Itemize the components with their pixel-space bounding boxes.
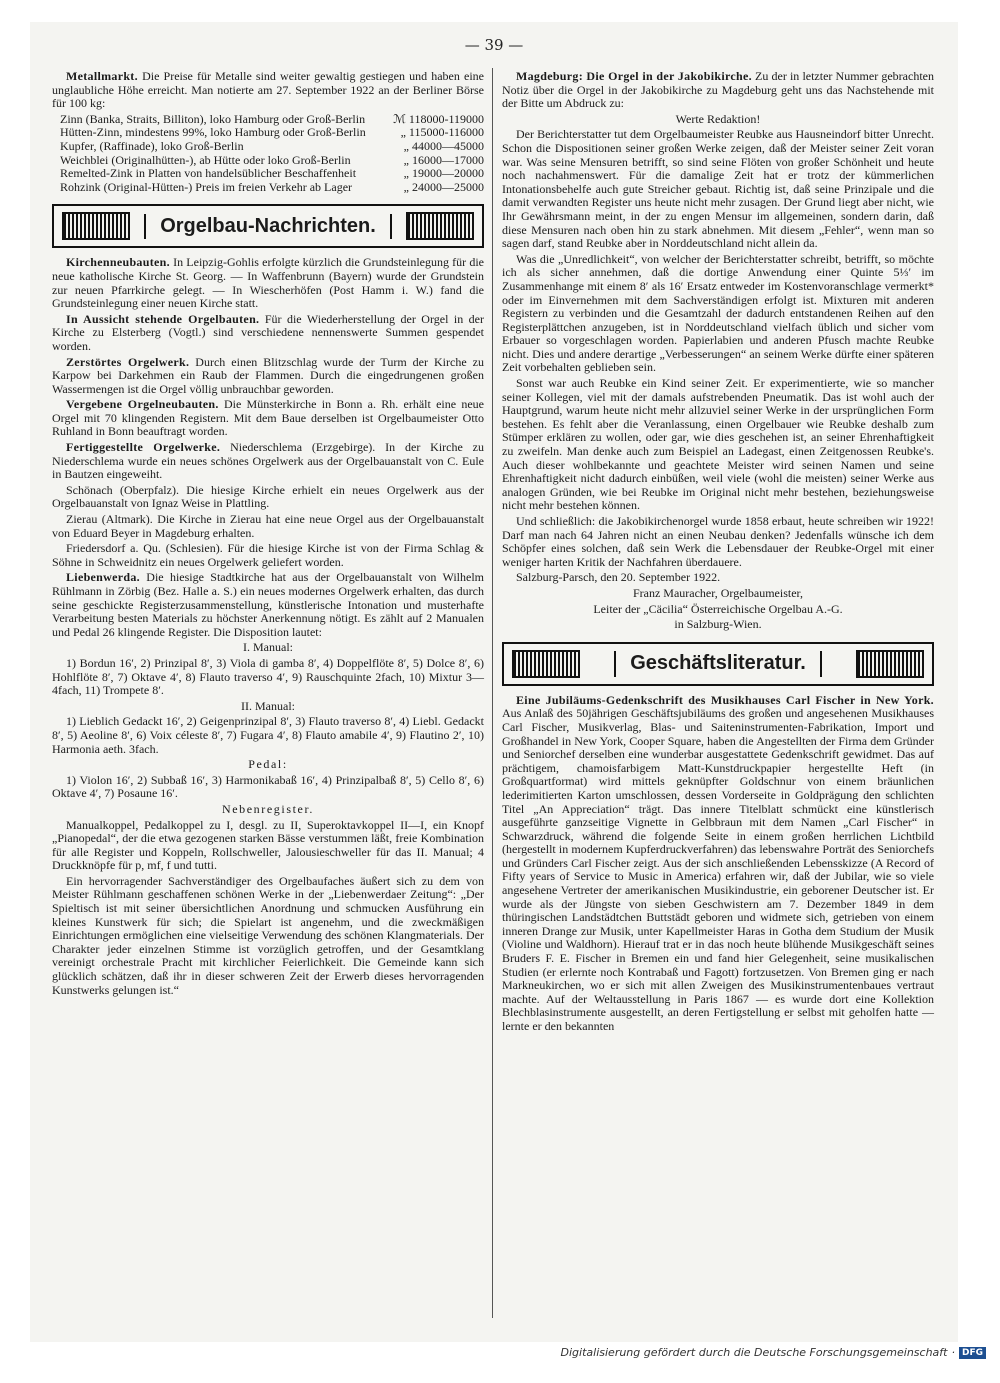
item-heading: Fertiggestellte Orgelwerke. [66,440,221,455]
letter-paragraph: Sonst war auch Reubke ein Kind seiner Zeit. Er experimentierte, wie so mancher seiner Kollegen, viel mit der damals aufstrebenden Pneumatik. Das ist wohl auch der Hauptgrund, warum heute nicht mehr allzuviel seiner Werke in der ursprünglichen Form bestehen. Es fehlt aber die Veranlassung, einen Orgelbauer wie Reubke deshalb zum Stümper erklären zu wollen, oder gar, wie dies geschehen ist, an seiner Ehrenhaftigkeit zu zweifeln. Man denke auch zum Beispiel an Ladegast, einen Zeitgenossen Reubke's. Auch dieser wohlbekannte und geachtete Meister wird seinen Namen und seine Ehrenhaftigkeit nicht dadurch einbüßen, weil viele (wohl die meisten) seiner Werke aus analogen Gründen, wie bei Reubke im Original nicht mehr bestehen, beziehungsweise nicht mehr bestehen können. [502,376,934,513]
letter-paragraph: Was die „Unredlichkeit“, von welcher der Berichterstatter schreibt, betrifft, so möchte ich als sicher annehmen, daß die dortige Anwendung einer Quinte 5⅓′ im Zusammenhange mit einem 8′ als 16′ Ersatz entweder im Kostenvoranschlage vermerkt* oder im Einvernehmen mit dem Sachverständigen erfolgt ist. Mixturen mit anderen Registern zu verbinden und die Gesamtzahl der dadurch entstandenen Reihen auf den Registerplättchen anzugeben, ist in Norddeutschland vielfach üblich und sicher vom Erbauer so vorgeschlagen worden. Papierlabien und anderen Pfusch machte Reubke nicht. Dies und andere derartige „Verbesserungen“ an seinem Werke dürfte einer späteren Zeit vorbehalten geblieben sein. [502,251,934,375]
price-row [52,126,484,140]
item-heading: Zerstörtes Orgelwerk. [66,354,190,369]
banner-title: Orgelbau-Nachrichten. [144,214,392,240]
letter-signature: in Salzburg-Wien. [674,617,762,632]
digitization-credit: Digitalisierung gefördert durch die Deutsche Forschungsgemeinschaft · DFG [561,1346,986,1359]
ornament-block [406,212,474,240]
banner-title: Geschäftsliteratur. [614,651,822,677]
item-heading: Liebenwerda. [66,570,140,585]
left-column [52,70,484,999]
price-item: Zinn (Banka, Straits, Billiton), loko Hamburg oder Groß-Berlin [60,111,366,126]
price-value: „ 115000-116000 [400,125,484,140]
price-item: Rohzink (Original-Hütten-) Preis im freien Verkehr ab Lager [60,179,353,194]
price-value: „ 16000—17000 [403,152,484,167]
item-text: In Leipzig-Gohlis erfolgte kürzlich die Grundsteinlegung für die neue katholische Kirche St. Georg. — In Waffenbrunn (Bayern) wurde der Grundstein zur neuen Pfarrkirche gelegt. — In Wiescherhöfen (Post Hamm i. W.) fand die Grundsteinlegung einer neuen Kirche statt. [52,255,485,311]
letter-signature: Leiter der „Cäcilia“ Österreichische Orgelbau A.-G. [593,601,843,616]
letter-salutation: Werte Redaktion! [675,111,761,126]
news-item [52,356,484,397]
letter-paragraph: Und schließlich: die Jakobikirchenorgel wurde 1858 erbaut, heute schreiben wir 1922! Darf man nach 64 Jahren nicht an einen Neubau denken? Jedenfalls wünsche ich dem Schöpfer eines solchen, daß sein Werk die Lebensdauer der Reubke-Orgel mit einer weniger harten Kritik der Nachfahren überdauere. [502,514,934,569]
dfg-logo: DFG [959,1347,986,1359]
news-item [52,441,484,482]
letter-place-date: Salzburg-Parsch, den 20. September 1922. [516,570,721,585]
section-banner-orgelbau [52,204,484,248]
news-item: Zierau (Altmark). Die Kirche in Zierau hat eine neue Orgel aus der Orgelbauanstalt von Eduard Beyer in Magdeburg erhalten. [52,512,484,540]
ornament-block [512,650,580,678]
item-text: Zu der in letzter Nummer gebrachten Notiz über die Orgel in der Jakobikirche zu Magdeburg geht uns das Nachstehende mit der Bitte um Abdruck zu: [502,69,934,111]
column-divider [492,68,493,1318]
disposition-heading: Pedal: [248,757,288,772]
price-item: Hütten-Zinn, mindestens 99%, loko Hamburg oder Groß-Berlin [60,125,366,140]
news-item [52,256,484,310]
item-heading: Magdeburg: Die Orgel in der Jakobikirche. [516,69,752,83]
price-item: Remelted-Zink in Platten von handelsüblicher Beschaffenheit [60,166,357,181]
disposition-text: 1) Bordun 16′, 2) Prinzipal 8′, 3) Viola di gamba 8′, 4) Doppelflöte 8′, 5) Dolce 8′, 6) Hohlflöte 8′, 7) Oktave 4′, 8) Flauto traverso 4′, 9) Rauschquinte 2fach, 10) Mixtur 3—4fach, 11) Trompete 8′. [52,655,484,698]
news-item: Friedersdorf a. Qu. (Schlesien). Für die hiesige Kirche ist von der Firma Schlag & Söhne in Schweidnitz ein neues Orgelwerk geliefert worden. [52,541,484,569]
news-item: Schönach (Oberpfalz). Die hiesige Kirche erhielt ein neues Orgelwerk aus der Orgelbauanstalt von Ignaz Weise in Plattling. [52,482,484,511]
price-value: „ 19000—20000 [403,166,484,181]
page-number: — 39 — [464,36,524,54]
price-item: Kupfer, (Raffinade), loko Groß-Berlin [60,138,244,153]
disposition-heading: II. Manual: [241,698,295,713]
disposition-text: Manualkoppel, Pedalkoppel zu I, desgl. zu II, Superoktavkoppel II—I, ein Knopf „Pianopedal“, der die etwa gezogenen starken Bässe verstummen läßt, freie Kombination für alle Register und Koppeln, Rollschweller, Jalousieschweller für das II. Manual; 4 Druckknöpfe für p, mf, f und tutti. [52,817,484,873]
metallmarkt-paragraph [52,70,484,111]
price-row [52,167,484,181]
item-text: Niederschlema (Erzgebirge). In der Kirche zu Niederschlema wurde ein neues schönes Orgelwerk aus der Orgelbauanstalt von C. Eule in Bautzen eingeweiht. [52,440,484,482]
item-heading: In Aussicht stehende Orgelbauten. [66,311,260,326]
section-heading: Metallmarkt. [66,69,138,83]
closing-paragraph: Ein hervorragender Sachverständiger des Orgelbaufaches äußert sich zu dem von Meister Rühlmann geschaffenen schönen Werke in der „Liebenwerdaer Zeitung“: „Der Spieltisch ist mit seiner übersichtlichen Anordnung und schmucken Ausführung ein kleines Kunstwerk für sich; die Spielart ist angenehm, und die zweckmäßigen Einrichtungen ermöglichen eine vielseitige Verwendung des schönen Klangmaterials. Der Charakter jeder einzelnen Stimme ist vorzüglich getroffen, und der Gesamtklang vereinigt orchestrale Pracht mit kirchlicher Feierlichkeit. Die Gemeinde kann sich glücklich schätzen, daß ihr in dieser schweren Zeit der Erwerb dieses hervorragenden Kunstwerks gelungen ist.“ [52,873,484,997]
price-value: „ 24000—25000 [403,179,484,194]
item-heading: Kirchenneubauten. [66,255,170,270]
price-item: Weichblei (Originalhütten-), ab Hütte oder loko Groß-Berlin [60,152,351,167]
news-item [52,313,484,354]
review-item [502,694,934,1034]
right-column [502,70,934,1036]
section-banner-geschaeftsliteratur [502,642,934,686]
disposition-heading: I. Manual: [243,640,293,655]
paragraph-text: Die Preise für Metalle sind weiter gewaltig gestiegen und haben eine unglaubliche Höhe erreicht. Man notierte am 27. September 1922 an der Berliner Börse für 100 kg: [52,69,484,111]
letter-signature: Franz Mauracher, Orgelbaumeister, [632,585,804,600]
item-text: Die Münsterkirche in Bonn a. Rh. erhält eine neue Orgel mit 70 klingenden Registern. Mit dem Baue derselben ist Orgelbaumeister Otto Ruhland in Bonn beauftragt worden. [52,397,485,439]
news-item [52,398,484,439]
item-heading: Eine Jubiläums-Gedenkschrift des Musikhauses Carl Fischer in New York. [516,692,934,707]
item-text: Durch einen Blitzschlag wurde der Turm der Kirche zu Karpow bei Darkehmen ein Raub der Flammen. Durch die eingedrungenen großen Wassermengen ist die Orgel völlig unbrauchbar geworden. [52,354,485,396]
price-row [52,154,484,168]
price-value: „ 44000—45000 [403,138,484,153]
ornament-block [62,212,130,240]
disposition-heading: Nebenregister. [221,801,315,816]
item-heading: Vergebene Orgelneubauten. [66,397,219,412]
price-value: ℳ 118000-119000 [393,111,484,126]
item-text: Die hiesige Stadtkirche hat aus der Orgelbauanstalt von Wilhelm Rühlmann in Zörbig (Bez. Halle a. S.) ein neues modernes Orgelwerk erhalten, das durch seine geschickte Registerzusammenstellung, künstlerische Intonation und musterhafte Verarbeitung besten Materials zu höchster Anerkennung nötigt. Es zählt auf 2 Manualen und Pedal 26 klingende Register. Die Disposition lautet: [52,570,484,639]
letter-paragraph: Der Berichterstatter tut dem Orgelbaumeister Reubke aus Hausneindorf bitter Unrecht. Schon die Dispositionen seiner großen Werke zeigen, daß der Meister seiner Zeit voran war. Was seine Mensuren betrifft, so sind seine Flöten von großer Schönheit und heute noch nachahmenswert. Für die damalige Zeit hat er trotz der kümmerlichen Intonationsbehelfe auch gute Streicher gebaut. Richtig ist, daß seine Prinzipale und die damit verwandten Register uns heute nicht mehr zusagen. Der Grund liegt aber nicht, wie Ihr Gewährsmann meint, in der zu engen Mensur im allgemeinen, sondern darin, daß diese Mensuren nach oben hin zu stark abnehmen. Mit diesem „Fehler“, wenn man so sagen darf, stand Reubke aber in Norddeutschland nicht allein da. [502,127,934,251]
item-text: Aus Anlaß des 50jährigen Geschäftsjubiläums des großen und angesehenen Musikhauses Carl Fischer, Musikverlag, Blas- und Saiteninstrumenten-Fabrikation, Import und Großhandel in New York, Cooper Square, haben die Angestellten der Firma dem Gründer und Seniorchef derselben eine wunderbar ausgestattete Gedenkschrift gewidmet. Das auf prächtigem, chamoisfarbigem Matt-Kunstdruckpapier hergestellte Heft (in Großquartformat) wird mittels geknüpfter Goldschnur von einem bräunlichen lederimitierten Karton umschlossen, dessen Vorderseite in Goldprägung den schlichten Titel „An Appreciation“ trägt. Das innere Titelblatt schmückt eine künstlerisch ausgeführte ganzseitige Vignette in Gelbbraun mit dem Namen „Carl Fischer“ in Schwarzdruck, während die folgende Seite in einem großen herrlichen Lichtbild (hergestellt in modernem Kupferdruckverfahren) das lebenswahre Porträt des Seniorchefs und Gründers Carl Fischer zeigt. Aus der sich anschließenden Lebensskizze (A Record of Fifty years of Service to Music in America) erfahren wir, daß der Jubilar, wie so viele angesehene Vertreter der amerikanischen Musikindustrie, ein geborener Deutscher ist. Er wurde als der Jüngste von sieben Geschwistern am 7. Dezember 1849 in dem thüringischen Landstädtchen Buttstädt geboren und widmete sich, getrieben von einem inneren Drange zur Musik, unter Kapellmeister Haras in Gotha dem Studium der Musik (Violine und Waldhorn). Hierauf trat er in das noch heute blühende Musikgeschäft seines Bruders F. E. Fischer in Bremen ein und fand hier Gelegenheit, seine musikalischen Studien (er erlernte noch Kontrabaß und Fagott) fortzusetzen. Von Bremen ging er nach Markneukirchen, wo er sich mit allen Zweigen des Musikinstrumentenbaues vertraut machte. Auf der Weltausstellung in Paris 1867 — es wurde dort eine Kollektion Blechblasinstrumente ausgestellt, an deren Fertigstellung er selbst mit geholfen hatte — lernte er den bekannten [502,706,934,1033]
price-row [52,113,484,127]
letter-intro [502,70,934,111]
item-text: Für die Wiederherstellung der Orgel in der Kirche zu Elsterberg (Vogtl.) sind verschiedene nennenswerte Summen gespendet worden. [52,311,485,353]
price-row [52,140,484,154]
disposition-text: 1) Violon 16′, 2) Subbaß 16′, 3) Harmonikabaß 16′, 4) Prinzipalbaß 8′, 5) Cello 8′, 6) Oktave 4′, 7) Posaune 16′. [52,772,484,801]
news-item [52,571,484,639]
disposition-text: 1) Lieblich Gedackt 16′, 2) Geigenprinzipal 8′, 3) Flauto traverso 8′, 4) Liebl. Gedackt 8′, 5) Aeoline 8′, 6) Voix céleste 8′, 7) Fugara 4′, 8) Flauto amabile 4′, 9) Flautino 2′, 10) Harmonia aeth. 3fach. [52,714,484,756]
newspaper-page [30,22,958,1342]
ornament-block [856,650,924,678]
credit-text: Digitalisierung gefördert durch die Deutsche Forschungsgemeinschaft [560,1346,948,1359]
price-row [52,181,484,195]
